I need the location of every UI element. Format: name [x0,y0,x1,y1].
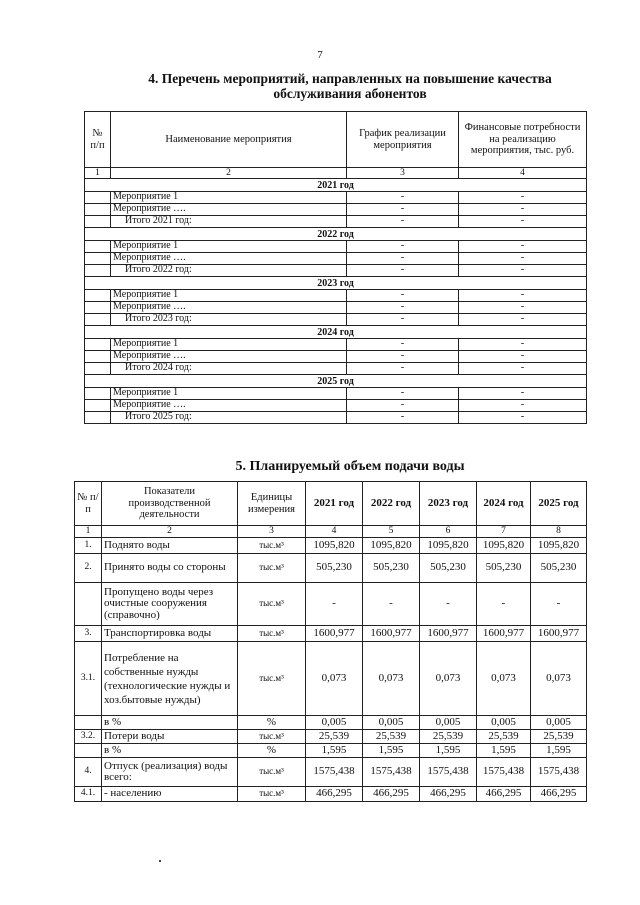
section4-title-line1: 4. Перечень мероприятий, направленных на повышение качества [148,71,552,86]
value-2022: 466,295 [363,787,420,802]
finance-value: - [459,302,587,314]
measure-name: Мероприятие …. [111,253,347,265]
measure-row [85,302,587,314]
value-2025: 25,539 [531,730,587,744]
value-2023: 1,595 [420,744,477,758]
measures-index-row [85,168,587,179]
total-label: Итого 2024 год: [111,363,347,375]
table-row [75,758,587,787]
unit: тыс.м³ [238,642,306,716]
total-row [85,314,587,326]
scan-speck [159,860,161,862]
schedule-value: - [347,192,459,204]
row-num [85,351,111,363]
header-year-2024: 2024 год [477,482,531,526]
index-cell: 3 [347,168,459,179]
unit: тыс.м³ [238,538,306,554]
total-row [85,412,587,424]
year-row [85,228,587,241]
row-num: 3.1. [75,642,102,716]
value-2022: 0,073 [363,642,420,716]
value-2024: 25,539 [477,730,531,744]
finance-value: - [459,192,587,204]
value-2024: 0,073 [477,642,531,716]
value-2025: 0,073 [531,642,587,716]
value-2021: 1575,438 [306,758,363,787]
value-2024: 1600,977 [477,626,531,642]
water-index-row [75,526,587,538]
value-2021: 25,539 [306,730,363,744]
year-label: 2022 год [85,228,587,241]
row-num [85,363,111,375]
measure-name: Мероприятие 1 [111,339,347,351]
schedule-value: - [347,302,459,314]
measure-row [85,290,587,302]
value-2021: 466,295 [306,787,363,802]
measures-header-row [85,112,587,168]
index-cell: 1 [75,526,102,538]
total-label: Итого 2025 год: [111,412,347,424]
value-2021: 1600,977 [306,626,363,642]
index-cell: 6 [420,526,477,538]
table-row [75,642,587,716]
indicator-name: Потребление на собственные нужды (технологические нужды и хоз.бытовые нужды) [102,642,238,716]
value-2023: 1600,977 [420,626,477,642]
unit: тыс.м³ [238,787,306,802]
index-cell: 4 [306,526,363,538]
table-row [75,554,587,583]
value-2022: 1095,820 [363,538,420,554]
schedule-value: - [347,253,459,265]
row-num [85,339,111,351]
schedule-value: - [347,216,459,228]
value-2023: 25,539 [420,730,477,744]
finance-value: - [459,412,587,424]
measure-row [85,388,587,400]
indicator-name: Пропущено воды через очистные сооружения (справочно) [102,583,238,626]
indicator-name: Отпуск (реализация) воды всего: [102,758,238,787]
value-2022: 1600,977 [363,626,420,642]
table-row [75,730,587,744]
table-row [75,538,587,554]
section4-title-line2: обслуживания абонентов [273,86,427,101]
value-2025: 1600,977 [531,626,587,642]
year-label: 2024 год [85,326,587,339]
value-2022: 1575,438 [363,758,420,787]
value-2024: - [477,583,531,626]
index-cell: 2 [102,526,238,538]
header-year-2021: 2021 год [306,482,363,526]
value-2025: 0,005 [531,716,587,730]
header-num: № п/п [85,112,111,168]
value-2025: 1575,438 [531,758,587,787]
row-num [75,744,102,758]
schedule-value: - [347,388,459,400]
total-row [85,216,587,228]
value-2025: - [531,583,587,626]
measure-row [85,204,587,216]
section4-title [60,71,640,101]
unit: тыс.м³ [238,758,306,787]
row-num [85,412,111,424]
value-2024: 1095,820 [477,538,531,554]
year-label: 2025 год [85,375,587,388]
header-year-2025: 2025 год [531,482,587,526]
finance-value: - [459,339,587,351]
value-2024: 0,005 [477,716,531,730]
row-num [85,241,111,253]
measure-name: Мероприятие …. [111,400,347,412]
value-2025: 505,230 [531,554,587,583]
indicator-name: - населению [102,787,238,802]
value-2024: 1575,438 [477,758,531,787]
table-row [75,626,587,642]
header-year-2023: 2023 год [420,482,477,526]
section5-title: 5. Планируемый объем подачи воды [235,459,465,474]
header-year-2022: 2022 год [363,482,420,526]
value-2025: 466,295 [531,787,587,802]
row-num [85,204,111,216]
schedule-value: - [347,363,459,375]
measure-row [85,253,587,265]
schedule-value: - [347,351,459,363]
measure-name: Мероприятие 1 [111,290,347,302]
measure-row [85,192,587,204]
finance-value: - [459,253,587,265]
measure-name: Мероприятие 1 [111,192,347,204]
value-2021: - [306,583,363,626]
row-num [85,253,111,265]
value-2023: 0,005 [420,716,477,730]
row-num: 4.1. [75,787,102,802]
schedule-value: - [347,265,459,277]
indicator-name: Потери воды [102,730,238,744]
finance-value: - [459,204,587,216]
year-row [85,179,587,192]
header-schedule: График реализации мероприятия [347,112,459,168]
finance-value: - [459,400,587,412]
finance-value: - [459,314,587,326]
value-2021: 0,073 [306,642,363,716]
unit: % [238,744,306,758]
measure-name: Мероприятие …. [111,204,347,216]
value-2024: 505,230 [477,554,531,583]
index-cell: 3 [238,526,306,538]
measure-name: Мероприятие 1 [111,241,347,253]
row-num: 1. [75,538,102,554]
row-num [75,583,102,626]
schedule-value: - [347,204,459,216]
schedule-value: - [347,314,459,326]
index-cell: 7 [477,526,531,538]
schedule-value: - [347,412,459,424]
indicator-name: Принято воды со стороны [102,554,238,583]
header-finance: Финансовые потребности на реализацию мероприятия, тыс. руб. [459,112,587,168]
total-label: Итого 2021 год: [111,216,347,228]
value-2025: 1095,820 [531,538,587,554]
value-2023: - [420,583,477,626]
schedule-value: - [347,241,459,253]
unit: % [238,716,306,730]
measure-row [85,241,587,253]
table-row [75,787,587,802]
finance-value: - [459,216,587,228]
finance-value: - [459,290,587,302]
total-label: Итого 2023 год: [111,314,347,326]
page-number: 7 [317,49,323,61]
unit: тыс.м³ [238,626,306,642]
measures-table [84,111,587,424]
year-row [85,375,587,388]
row-num: 3. [75,626,102,642]
row-num [85,216,111,228]
row-num: 4. [75,758,102,787]
indicator-name: Поднято воды [102,538,238,554]
value-2022: 25,539 [363,730,420,744]
measure-name: Мероприятие 1 [111,388,347,400]
table-row [75,744,587,758]
schedule-value: - [347,290,459,302]
water-supply-table [74,481,587,802]
index-cell: 2 [111,168,347,179]
measure-row [85,339,587,351]
index-cell: 4 [459,168,587,179]
value-2023: 505,230 [420,554,477,583]
value-2023: 0,073 [420,642,477,716]
row-num: 3.2. [75,730,102,744]
row-num [85,265,111,277]
value-2021: 1,595 [306,744,363,758]
value-2022: 1,595 [363,744,420,758]
value-2024: 1,595 [477,744,531,758]
measure-name: Мероприятие …. [111,351,347,363]
value-2022: 505,230 [363,554,420,583]
year-label: 2021 год [85,179,587,192]
schedule-value: - [347,400,459,412]
value-2023: 1575,438 [420,758,477,787]
unit: тыс.м³ [238,554,306,583]
unit: тыс.м³ [238,730,306,744]
index-cell: 1 [85,168,111,179]
value-2023: 1095,820 [420,538,477,554]
value-2021: 1095,820 [306,538,363,554]
measure-row [85,351,587,363]
row-num [85,302,111,314]
table-row [75,583,587,626]
measure-row [85,400,587,412]
measure-name: Мероприятие …. [111,302,347,314]
header-num: № п/п [75,482,102,526]
header-name: Наименование мероприятия [111,112,347,168]
index-cell: 5 [363,526,420,538]
row-num [75,716,102,730]
finance-value: - [459,351,587,363]
year-label: 2023 год [85,277,587,290]
value-2025: 1,595 [531,744,587,758]
row-num [85,290,111,302]
total-label: Итого 2022 год: [111,265,347,277]
value-2023: 466,295 [420,787,477,802]
indicator-name: в % [102,716,238,730]
indicator-name: в % [102,744,238,758]
value-2021: 0,005 [306,716,363,730]
value-2022: - [363,583,420,626]
finance-value: - [459,241,587,253]
finance-value: - [459,265,587,277]
schedule-value: - [347,339,459,351]
value-2024: 466,295 [477,787,531,802]
water-header-row [75,482,587,526]
row-num [85,192,111,204]
total-row [85,265,587,277]
value-2022: 0,005 [363,716,420,730]
year-row [85,326,587,339]
row-num [85,400,111,412]
header-indicators: Показатели производственной деятельности [102,482,238,526]
year-row [85,277,587,290]
row-num [85,388,111,400]
total-row [85,363,587,375]
indicator-name: Транспортировка воды [102,626,238,642]
table-row [75,716,587,730]
finance-value: - [459,388,587,400]
unit: тыс.м³ [238,583,306,626]
row-num [85,314,111,326]
row-num: 2. [75,554,102,583]
index-cell: 8 [531,526,587,538]
finance-value: - [459,363,587,375]
value-2021: 505,230 [306,554,363,583]
header-units: Единицы измерения [238,482,306,526]
